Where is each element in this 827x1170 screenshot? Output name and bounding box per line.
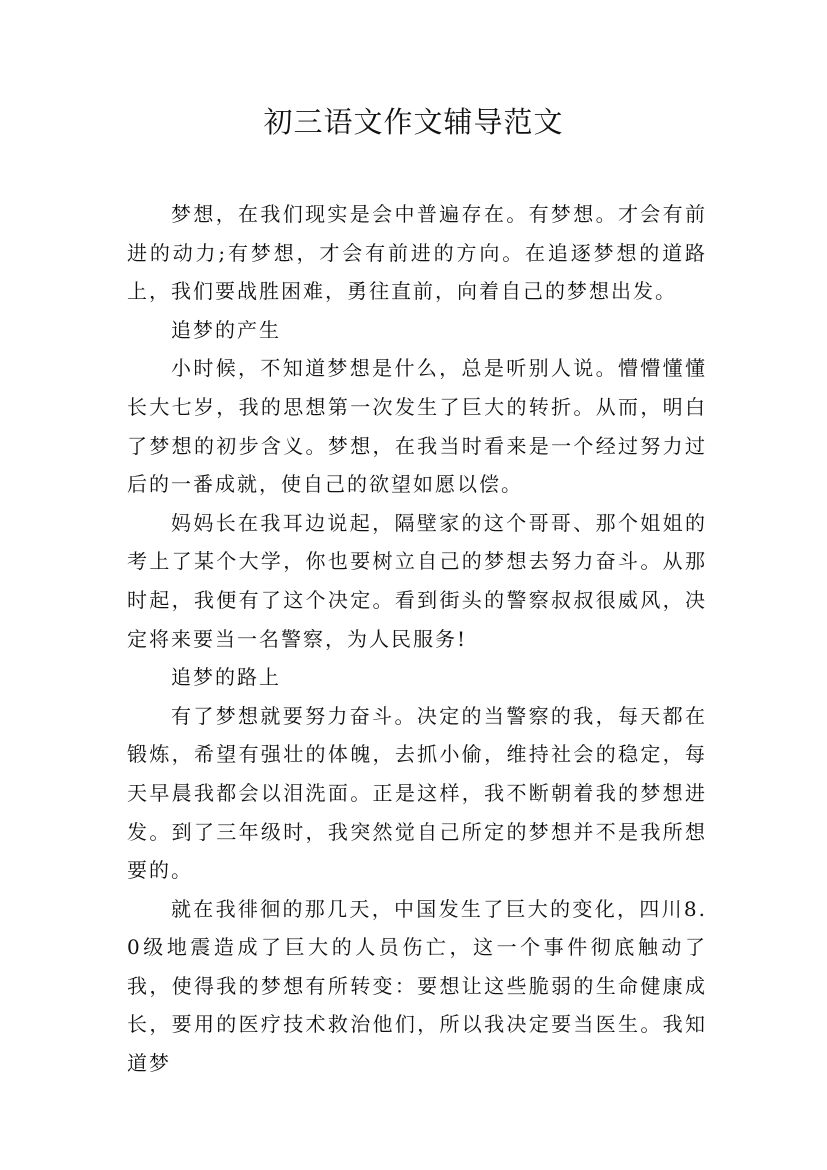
paragraph-earthquake: 就在我徘徊的那几天，中国发生了巨大的变化，四川8.0级地震造成了巨大的人员伤亡，这一个事件彻底触动了我，使得我的梦想有所转变：要想让这些脆弱的生命健康成长，要用的医疗技术救治他们，所以我决定要当医生。我知道梦 [127, 896, 707, 1076]
paragraph-effort: 有了梦想就要努力奋斗。决定的当警察的我，每天都在锻炼，希望有强壮的体魄，去抓小偷，维持社会的稳定，每天早晨我都会以泪洗面。正是这样，我不断朝着我的梦想进发。到了三年级时，我突然觉自己所定的梦想并不是我所想要的。 [127, 703, 707, 883]
paragraph-childhood: 小时候，不知道梦想是什么，总是听别人说。懵懵懂懂长大七岁，我的思想第一次发生了巨大的转折。从而，明白了梦想的初步含义。梦想，在我当时看来是一个经过努力过后的一番成就，使自己的欲望如愿以偿。 [127, 356, 707, 497]
document-body [127, 195, 707, 1083]
document-title: 初三语文作文辅导范文 [263, 105, 564, 139]
section-heading-journey: 追梦的路上 [171, 665, 281, 690]
paragraph-mother: 妈妈长在我耳边说起，隔壁家的这个哥哥、那个姐姐的考上了某个大学，你也要树立自己的梦想去努力奋斗。从那时起，我便有了这个决定。看到街头的警察叔叔很威风，决定将来要当一名警察，为人民服务! [127, 510, 707, 651]
paragraph-intro: 梦想，在我们现实是会中普遍存在。有梦想。才会有前进的动力;有梦想，才会有前进的方向。在追逐梦想的道路上，我们要战胜困难，勇往直前，向着自己的梦想出发。 [127, 202, 707, 304]
section-heading-origin: 追梦的产生 [171, 317, 281, 342]
